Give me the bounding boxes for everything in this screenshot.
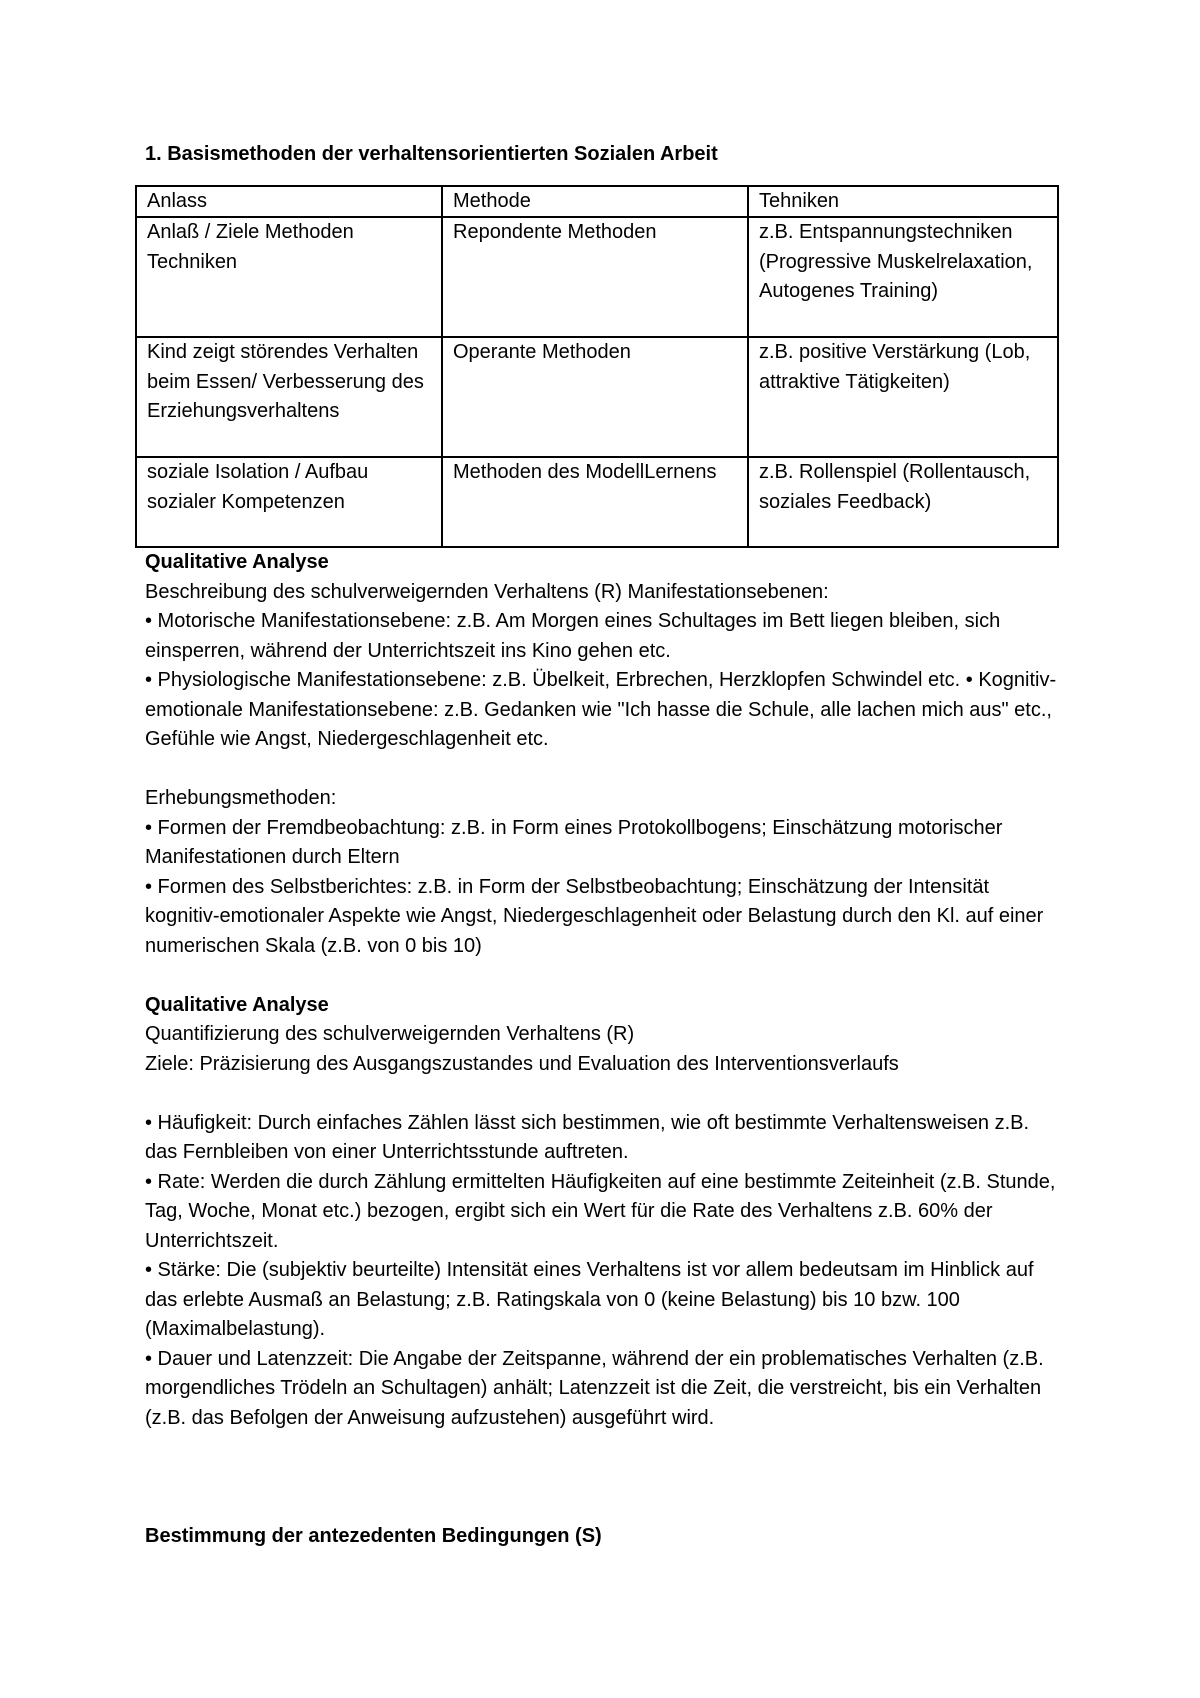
bullet-item: • Motorische Manifestationsebene: z.B. Am Morgen eines Schultages im Bett liegen bleiben, sich einsperren, während der Unterrichtszeit ins Kino gehen etc. xyxy=(145,610,1001,662)
table-row xyxy=(136,217,1058,337)
spacer xyxy=(145,1433,1065,1492)
spacer xyxy=(145,755,1065,785)
spacer xyxy=(145,1492,1065,1522)
bullet-item: • Formen des Selbstberichtes: z.B. in Form der Selbstbeobachtung; Einschätzung der Intensität kognitiv-emotionaler Aspekte wie Angst, Niedergeschlagenheit oder Belastung durch den Kl. auf einer numerischen Skala (z.B. von 0 bis 10) xyxy=(145,875,1044,957)
table-row xyxy=(136,337,1058,457)
table-cell: Kind zeigt störendes Verhalten beim Essen/ Verbesserung des Erziehungsverhaltens xyxy=(136,337,442,457)
bullet-item: • Rate: Werden die durch Zählung ermittelten Häufigkeiten auf eine bestimmte Zeiteinheit (z.B. Stunde, Tag, Woche, Monat etc.) bezogen, ergibt sich ein Wert für die Rate des Verhaltens z.B. 60% der Unterrichtszeit. xyxy=(145,1170,1056,1252)
bullet-item: • Physiologische Manifestationsebene: z.B. Übelkeit, Erbrechen, Herzklopfen Schwindel etc. • Kognitiv-emotionale Manifestationsebene: z.B. Gedanken wie "Ich hasse die Schule, alle lachen mich aus" etc., Gefühle wie Angst, Niedergeschlagenheit etc. xyxy=(145,669,1057,750)
methods-table xyxy=(135,185,1059,549)
section-heading: Bestimmung der antezedenten Bedingungen (S) xyxy=(145,1524,602,1547)
table-header-cell: Anlass xyxy=(136,186,442,218)
section-heading: Erhebungsmethoden: xyxy=(145,787,337,809)
paragraph: Quantifizierung des schulverweigernden Verhaltens (R) xyxy=(145,1023,635,1045)
bullet-item: • Häufigkeit: Durch einfaches Zählen lässt sich bestimmen, wie oft bestimmte Verhaltensweisen z.B. das Fernbleiben von einer Unterrichtsstunde auftreten. xyxy=(145,1111,1030,1163)
table-cell: soziale Isolation / Aufbau sozialer Kompetenzen xyxy=(136,457,442,547)
spacer xyxy=(145,961,1065,991)
paragraph: Ziele: Präzisierung des Ausgangszustandes und Evaluation des Interventionsverlaufs xyxy=(145,1052,899,1075)
section-heading: Qualitative Analyse xyxy=(145,993,329,1016)
table-header-row xyxy=(136,186,1058,218)
section-heading: Qualitative Analyse xyxy=(145,551,329,573)
table-cell: Operante Methoden xyxy=(442,337,748,457)
bullet-item: • Stärke: Die (subjektiv beurteilte) Intensität eines Verhaltens ist vor allem bedeutsam im Hinblick auf das erlebte Ausmaß an Belastung; z.B. Ratingskala von 0 (keine Belastung) bis 10 bzw. 100 (Maximalbelastung). xyxy=(145,1259,1034,1340)
table-header-cell: Tehniken xyxy=(748,186,1058,218)
table-header-cell: Methode xyxy=(442,186,748,218)
table-row xyxy=(136,457,1058,547)
table-cell: z.B. Entspannungstechniken (Progressive Muskelrelaxation, Autogenes Training) xyxy=(748,217,1058,337)
table-cell: Anlaß / Ziele Methoden Techniken xyxy=(136,217,442,337)
bullet-item: • Dauer und Latenzzeit: Die Angabe der Zeitspanne, während der ein problematisches Verhalten (z.B. morgendliches Trödeln an Schultagen) anhält; Latenzzeit ist die Zeit, die verstreicht, bis ein Verhalten (z.B. das Befolgen der Anweisung aufzustehen) ausgeführt wird. xyxy=(145,1347,1044,1429)
document-title: 1. Basismethoden der verhaltensorientierten Sozialen Arbeit xyxy=(145,143,718,165)
table-cell: Repondente Methoden xyxy=(442,217,748,337)
paragraph: Beschreibung des schulverweigernden Verhaltens (R) Manifestationsebenen: xyxy=(145,580,829,603)
spacer xyxy=(145,1079,1065,1109)
document-page xyxy=(145,140,1065,1551)
table-cell: z.B. positive Verstärkung (Lob, attraktive Tätigkeiten) xyxy=(748,337,1058,457)
bullet-item: • Formen der Fremdbeobachtung: z.B. in Form eines Protokollbogens; Einschätzung motorischer Manifestationen durch Eltern xyxy=(145,816,1003,868)
table-cell: Methoden des ModellLernens xyxy=(442,457,748,547)
table-cell: z.B. Rollenspiel (Rollentausch, soziales Feedback) xyxy=(748,457,1058,547)
